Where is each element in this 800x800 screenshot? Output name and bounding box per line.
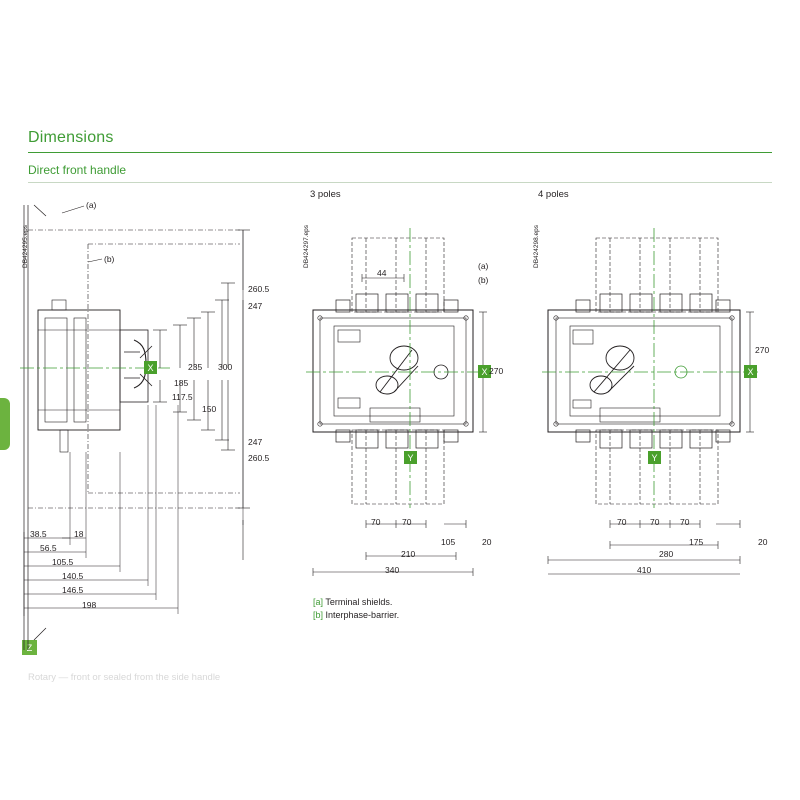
legend-text-b: Interphase-barrier. [325, 610, 400, 620]
side-dim-117-5: 117.5 [172, 392, 193, 402]
side-dim-247-bottom: 247 [248, 437, 263, 447]
four-poles-dim-410: 410 [637, 565, 652, 575]
four-poles-x-marker: X [744, 365, 757, 378]
three-poles-dim-105: 105 [441, 537, 456, 547]
page-title: Dimensions [28, 129, 114, 146]
four-poles-dim-70-b: 70 [650, 517, 660, 527]
four-poles-dim-175: 175 [689, 537, 704, 547]
three-poles-dim-340: 340 [385, 565, 400, 575]
side-dim-247-top: 247 [248, 301, 263, 311]
three-poles-x-marker: X [478, 365, 491, 378]
three-poles-dim-270: 270 [489, 366, 504, 376]
side-dim-38-5: 38.5 [30, 529, 47, 539]
four-poles-code: DB424298.eps [533, 224, 540, 268]
four-poles-dim-280: 280 [659, 549, 674, 559]
three-poles-callout-b: (b) [478, 275, 489, 285]
four-poles-dim-20: 20 [758, 537, 768, 547]
three-poles-code: DB424297.eps [303, 224, 310, 268]
side-dim-146-5: 146.5 [62, 585, 84, 595]
three-poles-dim-70-b: 70 [402, 517, 412, 527]
side-callout-a: (a) [86, 200, 97, 210]
side-dim-260-5-top: 260.5 [248, 284, 270, 294]
side-dim-235: 235 [188, 362, 203, 372]
z-marker: Z [22, 640, 37, 655]
legend-text-a: Terminal shields. [325, 597, 393, 607]
three-poles-dim-44: 44 [377, 268, 387, 278]
legend-item-b [313, 610, 399, 620]
side-dim-150: 150 [202, 404, 217, 414]
three-poles-y-marker: Y [404, 451, 417, 464]
side-dim-198: 198 [82, 600, 97, 610]
three-poles-dim-20: 20 [482, 537, 492, 547]
four-poles-dim-70-a: 70 [617, 517, 627, 527]
three-poles-title: 3 poles [310, 189, 341, 200]
footer-note: Rotary — front or sealed from the side handle [28, 672, 221, 683]
side-dim-140-5: 140.5 [62, 571, 84, 581]
side-dim-185: 185 [174, 378, 189, 388]
three-poles-callout-a: (a) [478, 261, 489, 271]
four-poles-dim-270: 270 [755, 345, 770, 355]
three-poles-dim-210: 210 [401, 549, 416, 559]
four-poles-title: 4 poles [538, 189, 569, 200]
legend-key-a: [a] [313, 597, 324, 607]
page-subtitle: Direct front handle [28, 163, 127, 177]
legend-key-b: [b] [313, 610, 324, 620]
four-poles-y-marker: Y [648, 451, 661, 464]
side-dim-18: 18 [74, 529, 84, 539]
legend-item-a [313, 597, 392, 607]
side-dim-105-5: 105.5 [52, 557, 74, 567]
four-poles-dim-70-c: 70 [680, 517, 690, 527]
side-dim-56-5: 56.5 [40, 543, 57, 553]
side-callout-b: (b) [104, 254, 115, 264]
side-view-code: DB424295.eps [22, 224, 29, 268]
side-dim-300: 300 [218, 362, 233, 372]
side-dim-260-5-bottom: 260.5 [248, 453, 270, 463]
three-poles-dim-70-a: 70 [371, 517, 381, 527]
side-x-marker: X [144, 361, 157, 374]
